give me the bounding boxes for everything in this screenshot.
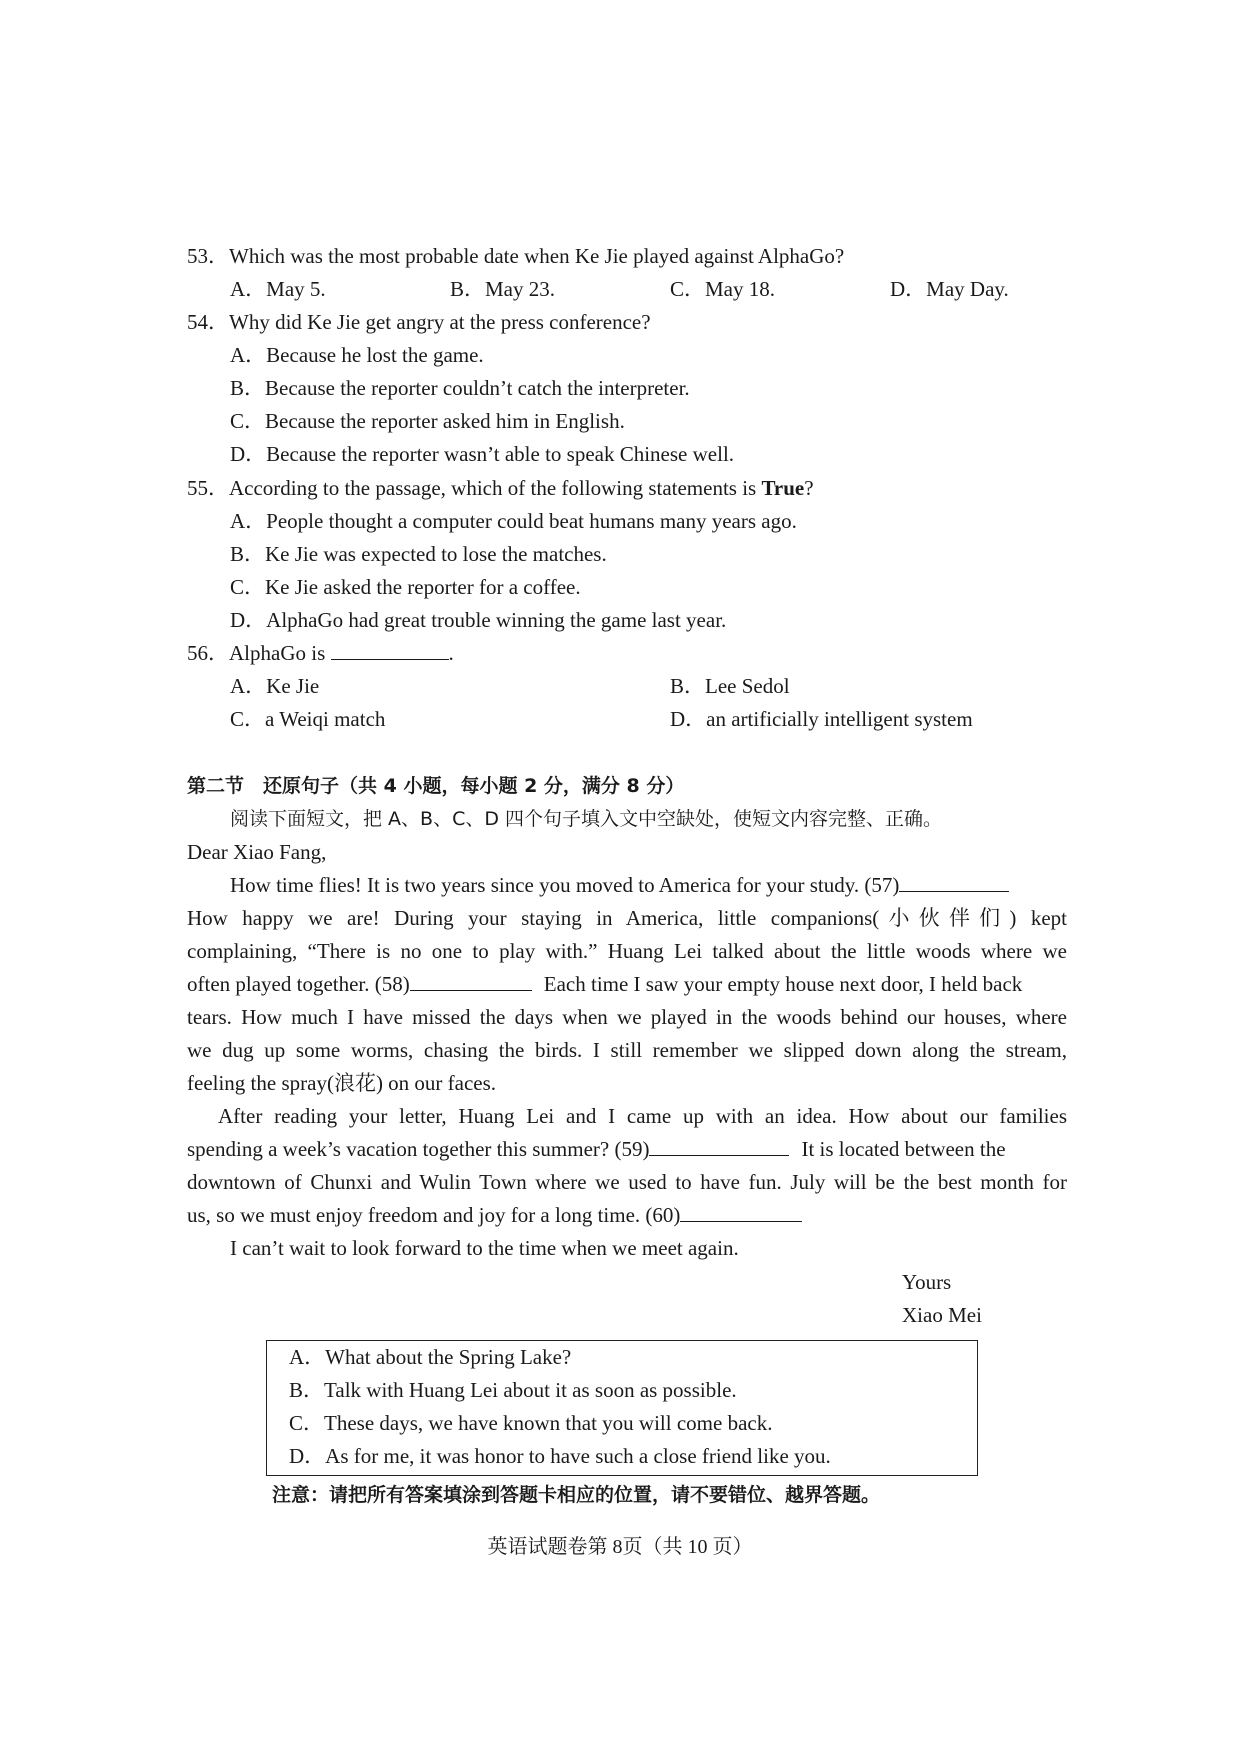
question-stem: Why did Ke Jie get angry at the press conference? xyxy=(229,310,651,334)
letter-text: It is located between the xyxy=(801,1137,1006,1161)
q56-options-row1 xyxy=(230,670,1110,703)
letter-line: tears. How much I have missed the days when we played in the woods behind our houses, where xyxy=(187,1005,1067,1029)
blank-59 xyxy=(649,1133,789,1156)
option-a: A．People thought a computer could beat humans many years ago. xyxy=(230,509,797,533)
options-box xyxy=(266,1340,978,1476)
letter-line: I can’t wait to look forward to the time when we meet again. xyxy=(230,1236,739,1260)
option-b: B．May 23. xyxy=(450,277,555,301)
letter-text: Each time I saw your empty house next door, I held back xyxy=(543,972,1023,996)
option-d: D．an artificially intelligent system xyxy=(670,707,973,731)
q53-options xyxy=(230,273,1110,306)
option-b: B．Because the reporter couldn’t catch the interpreter. xyxy=(230,376,690,400)
option-c: C．Because the reporter asked him in English. xyxy=(230,409,625,433)
box-option-d: D．As for me, it was honor to have such a close friend like you. xyxy=(289,1444,831,1468)
option-d: D．Because the reporter wasn’t able to speak Chinese well. xyxy=(230,442,735,466)
question-number: 55． xyxy=(187,476,229,500)
letter-line xyxy=(187,1199,1067,1232)
letter-text: often played together. (58) xyxy=(187,972,410,996)
page-footer: 英语试题卷第 8页（共 10 页） xyxy=(487,1536,753,1558)
question-stem: According to the passage, which of the following statements is xyxy=(229,476,762,500)
option-b: B．Lee Sedol xyxy=(670,674,790,698)
question-stem: AlphaGo is xyxy=(229,641,326,665)
blank-57 xyxy=(899,869,1009,892)
section-heading: 第二节 还原句子（共 4 小题，每小题 2 分，满分 8 分） xyxy=(187,775,685,797)
box-option-c: C．These days, we have known that you will come back. xyxy=(289,1411,773,1435)
question-56 xyxy=(187,637,1067,670)
question-55 xyxy=(187,472,1067,505)
answer-note: 注意：请把所有答案填涂到答题卡相应的位置，请不要错位、越界答题。 xyxy=(272,1484,881,1506)
question-number: 54． xyxy=(187,310,229,334)
letter-line: After reading your letter, Huang Lei and I came up with an idea. How about our families xyxy=(218,1104,1067,1128)
letter-text: How time flies! It is two years since you moved to America for your study. (57) xyxy=(230,873,900,897)
box-option-a: A．What about the Spring Lake? xyxy=(289,1345,572,1369)
option-a: A．Because he lost the game. xyxy=(230,343,484,367)
question-stem-end: ? xyxy=(804,476,814,500)
letter-line: How happy we are! During your staying in America, little companions(小伙伴们) kept xyxy=(187,906,1067,930)
letter-text: us, so we must enjoy freedom and joy for a long time. (60) xyxy=(187,1203,681,1227)
answer-blank xyxy=(331,637,449,660)
letter-line: we dug up some worms, chasing the birds. I still remember we slipped down along the stream, xyxy=(187,1038,1067,1062)
question-number: 53． xyxy=(187,244,229,268)
letter-line xyxy=(187,968,1067,1001)
letter-line: downtown of Chunxi and Wulin Town where we used to have fun. July will be the best month for xyxy=(187,1170,1067,1194)
letter-text: spending a week’s vacation together this summer? (59) xyxy=(187,1137,650,1161)
option-d: D．May Day. xyxy=(890,277,1009,301)
bold-keyword: True xyxy=(761,476,805,500)
letter-line: feeling the spray(浪花) on our faces. xyxy=(187,1071,497,1095)
box-option-b: B．Talk with Huang Lei about it as soon as possible. xyxy=(289,1378,737,1402)
question-54 xyxy=(187,306,1067,339)
blank-60 xyxy=(680,1199,802,1222)
option-b: B．Ke Jie was expected to lose the matches. xyxy=(230,542,607,566)
option-c: C．a Weiqi match xyxy=(230,707,386,731)
question-stem: Which was the most probable date when Ke Jie played against AlphaGo? xyxy=(229,244,845,268)
option-c: C．Ke Jie asked the reporter for a coffee. xyxy=(230,575,581,599)
option-a: A．Ke Jie xyxy=(230,674,320,698)
letter-line: complaining, “There is no one to play with.” Huang Lei talked about the little woods where we xyxy=(187,939,1067,963)
q56-options-row2 xyxy=(230,703,1110,736)
option-d: D．AlphaGo had great trouble winning the game last year. xyxy=(230,608,727,632)
letter-signature: Xiao Mei xyxy=(902,1303,982,1327)
question-stem-end: . xyxy=(448,641,454,665)
section-instruction: 阅读下面短文，把 A、B、C、D 四个句子填入文中空缺处，使短文内容完整、正确。 xyxy=(230,808,943,830)
blank-58 xyxy=(410,968,532,991)
letter-closing: Yours xyxy=(902,1270,952,1294)
question-53 xyxy=(187,240,1067,273)
question-number: 56． xyxy=(187,641,229,665)
letter-salutation: Dear Xiao Fang, xyxy=(187,840,327,864)
option-a: A．May 5. xyxy=(230,277,326,301)
letter-line xyxy=(230,869,1067,902)
letter-line xyxy=(187,1133,1067,1166)
option-c: C．May 18. xyxy=(670,277,775,301)
